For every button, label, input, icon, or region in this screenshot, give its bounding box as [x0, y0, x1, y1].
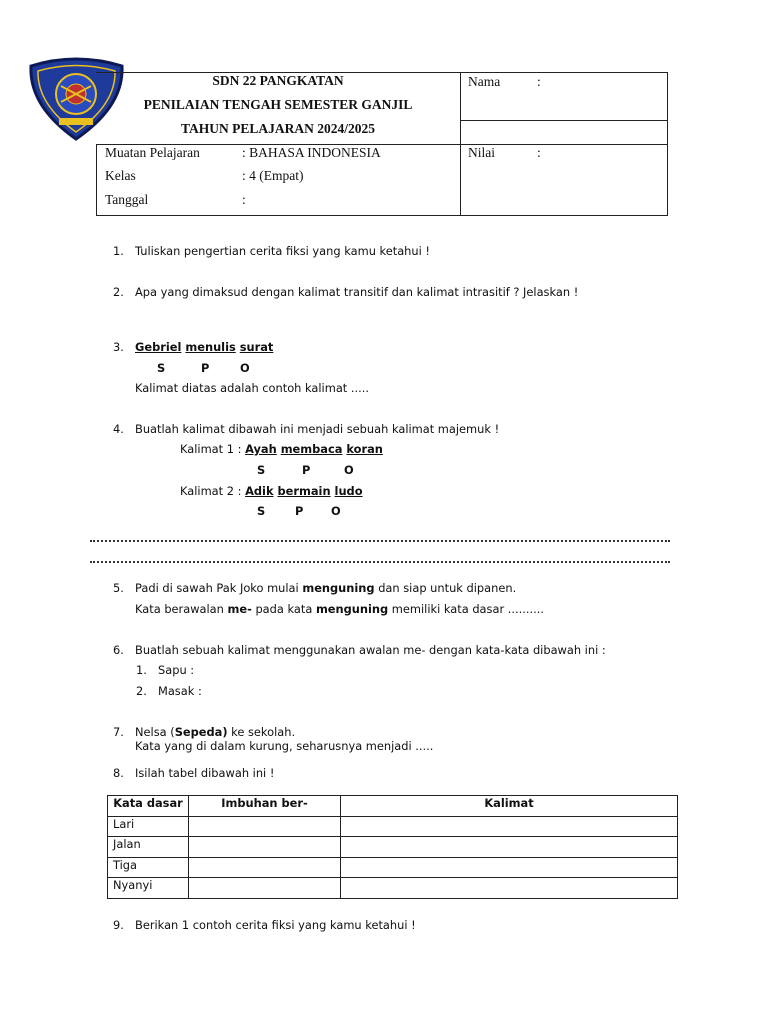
header-box — [96, 72, 668, 216]
object-word: surat — [239, 340, 274, 354]
object-word: koran — [346, 442, 383, 456]
school-name: SDN 22 PANGKATAN — [212, 73, 344, 88]
subject-word: Adik — [245, 484, 274, 498]
answer-line[interactable] — [90, 540, 670, 544]
question-number: 9. — [113, 918, 124, 932]
question-text: Isilah tabel dibawah ini ! — [135, 766, 275, 780]
question-text: Nelsa (Sepeda) ke sekolah. — [135, 725, 296, 739]
question-7-line-2: Kata yang di dalam kurung, seharusnya menjadi ..... — [135, 739, 434, 753]
table-row — [108, 857, 678, 878]
question-number: 1. — [113, 244, 124, 258]
nilai-colon: : — [537, 145, 541, 160]
kalimat-2 — [180, 484, 363, 498]
question-text: Tuliskan pengertian cerita fiksi yang kamu ketahui ! — [135, 244, 430, 258]
spo-o: O — [331, 504, 341, 518]
table-cell-kalimat[interactable] — [341, 878, 678, 899]
kalimat-1-label: Kalimat 1 : — [180, 442, 242, 456]
object-word: ludo — [334, 484, 363, 498]
question-5-line-2: Kata berawalan me- pada kata menguning memiliki kata dasar .......... — [135, 602, 544, 616]
exam-title: PENILAIAN TENGAH SEMESTER GANJIL — [143, 97, 413, 112]
table-cell-kalimat[interactable] — [341, 816, 678, 837]
example-sentence — [135, 340, 273, 354]
table-cell-imbuhan[interactable] — [189, 857, 341, 878]
spo-s: S — [157, 361, 166, 375]
table-cell-kata-dasar: Jalan — [108, 837, 189, 858]
answer-line[interactable] — [90, 561, 670, 565]
table-header: Kalimat — [341, 796, 678, 817]
school-year: TAHUN PELAJARAN 2024/2025 — [180, 121, 375, 136]
kata-dasar-table — [107, 795, 678, 899]
table-cell-kata-dasar: Nyanyi — [108, 878, 189, 899]
table-cell-kalimat[interactable] — [341, 857, 678, 878]
spo-o: O — [240, 361, 250, 375]
table-row — [108, 816, 678, 837]
question-number: 7. — [113, 725, 124, 739]
table-cell-imbuhan[interactable] — [189, 878, 341, 899]
question-number: 8. — [113, 766, 124, 780]
table-header: Kata dasar — [108, 796, 189, 817]
spo-p: P — [295, 504, 304, 518]
spo-s: S — [257, 504, 266, 518]
table-header: Imbuhan ber- — [189, 796, 341, 817]
spo-p: P — [201, 361, 210, 375]
spo-s: S — [257, 463, 266, 477]
question-text: Apa yang dimaksud dengan kalimat transitif dan kalimat intrasitif ? Jelaskan ! — [135, 285, 579, 299]
question-number: 3. — [113, 340, 124, 354]
field-value-muatan: : BAHASA INDONESIA — [242, 145, 381, 160]
kalimat-2-label: Kalimat 2 : — [180, 484, 242, 498]
question-text: Buatlah sebuah kalimat menggunakan awalan me- dengan kata-kata dibawah ini : — [135, 643, 606, 657]
table-cell-kata-dasar: Tiga — [108, 857, 189, 878]
question-number: 4. — [113, 422, 124, 436]
spo-p: P — [302, 463, 311, 477]
table-row — [108, 878, 678, 899]
table-cell-kalimat[interactable] — [341, 837, 678, 858]
question-number: 2. — [113, 285, 124, 299]
predicate-word: membaca — [280, 442, 343, 456]
field-value-tanggal: : — [242, 192, 246, 207]
nama-colon: : — [537, 74, 541, 89]
table-row — [108, 837, 678, 858]
question-number: 5. — [113, 581, 124, 595]
predicate-word: menulis — [185, 340, 236, 354]
question-text: Buatlah kalimat dibawah ini menjadi sebuah kalimat majemuk ! — [135, 422, 500, 436]
field-label-tanggal: Tanggal — [105, 192, 149, 207]
kalimat-1 — [180, 442, 383, 456]
table-cell-kata-dasar: Lari — [108, 816, 189, 837]
question-text: Berikan 1 contoh cerita fiksi yang kamu ketahui ! — [135, 918, 416, 932]
predicate-word: bermain — [277, 484, 331, 498]
spo-o: O — [344, 463, 354, 477]
subject-word: Ayah — [245, 442, 277, 456]
field-value-kelas: : 4 (Empat) — [242, 168, 304, 183]
table-header-row — [108, 796, 678, 817]
question-text: Padi di sawah Pak Joko mulai menguning dan siap untuk dipanen. — [135, 581, 517, 595]
nama-label: Nama — [468, 74, 501, 89]
question-number: 6. — [113, 643, 124, 657]
nilai-label: Nilai — [468, 145, 495, 160]
subject-word: Gebriel — [135, 340, 182, 354]
field-label-kelas: Kelas — [105, 168, 136, 183]
question-3-text: Kalimat diatas adalah contoh kalimat ..... — [135, 381, 369, 395]
table-cell-imbuhan[interactable] — [189, 837, 341, 858]
table-cell-imbuhan[interactable] — [189, 816, 341, 837]
field-label-muatan: Muatan Pelajaran — [105, 145, 200, 160]
